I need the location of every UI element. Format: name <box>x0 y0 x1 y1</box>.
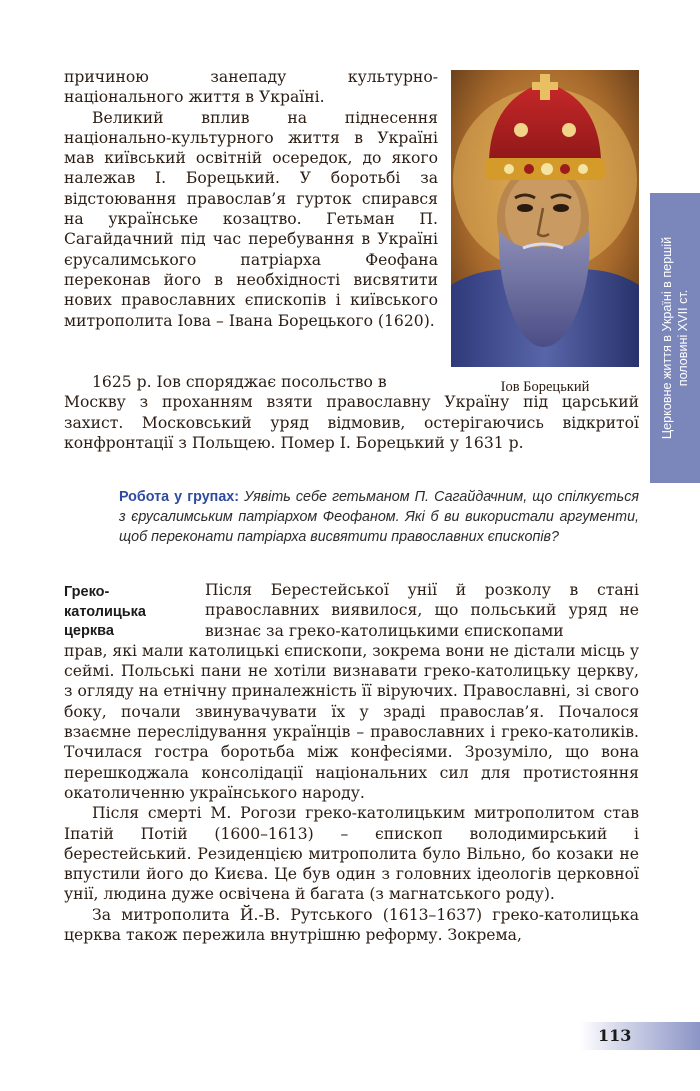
section-greek-catholic-church <box>64 580 639 945</box>
group-work-label: Робота у групах: <box>119 489 239 505</box>
side-heading-line: католицька <box>64 603 147 620</box>
chapter-tab-title <box>659 198 691 478</box>
chapter-tab-line: половині XVII ст. <box>676 289 690 387</box>
paragraph-kyiv-center: Великий вплив на піднесення національно-культурного життя в Україні мав київський освітній осередок, до якого належав І. Борецький. У боротьбі за відстоювання православ’я гурток спирався на українське козацтво. Гетьман П. Сагайдачний під час перебування в Україні єрусалимського патріарха Феофана переконав його в необхідності висвятити нових православних єпископів і київського митрополита Іова – Івана Борецького (1620). <box>64 108 438 330</box>
group-work-assignment <box>119 487 639 547</box>
chapter-tab-line: Церковне життя в Україні в першій <box>660 236 674 440</box>
top-text-block <box>64 67 438 331</box>
paragraph-after-union-rest: прав, які мали католицькі єпископи, зокрема вони не дістали місць у сеймі. Польські пани не хотіли визнавати греко-католицьку церкву, з огляду на етнічну приналежність її віруючих. Православні, зі свого боку, почали звинувачувати їх у зраді православ’я. Почалося взаємне переслідування українців – православних і греко-католиків. Точилася гостра боротьба між конфесіями. Зрозуміло, що вона перешкоджала консолідації національних сил для протистояння окатоличенню українського народу. <box>64 641 639 802</box>
paragraph-intro-tail: причиною занепаду культурно-національного життя в Україні. <box>64 68 438 107</box>
side-heading-line: Греко- <box>64 584 110 600</box>
portrait-of-iov-boretsky <box>451 70 639 367</box>
group-work-text: Уявіть себе гетьманом П. Сагайдачним, що спілкується з єрусалимським патріархом Феофаном. Які б ви використали аргументи, щоб переконати патріарха висвятити православних єпископів? <box>119 489 639 545</box>
paragraph-embassy-rest: Москву з проханням взяти православну Україну під царський захист. Московський уряд відмовив, остерігаючись відкритої конфронтації з Польщею. Помер І. Борецький у 1631 р. <box>64 393 639 452</box>
paragraph-embassy <box>64 372 639 453</box>
paragraph-after-union-narrow: Після Берестейської унії й розколу в стані православних виявилося, що польський уряд не визнає за греко-католицькими єпископами <box>205 581 639 640</box>
paragraph-potiy: Після смерті М. Рогози греко-католицьким митрополитом став Іпатій Потій (1600–1613) – єпископ володимирський і берестейський. Резиденцією митрополита було Вільно, бо козаки не впустили його до Києва. Це був один з головних ідеологів церковної унії, людина дуже освічена й багата (з магнатського роду). <box>64 804 639 904</box>
page-number: 113 <box>598 1026 632 1045</box>
side-heading-line: церква <box>64 623 114 639</box>
portrait-caption: Іов Борецький <box>500 379 590 395</box>
paragraph-rutsky: За митрополита Й.-В. Рутського (1613–1637) греко-католицька церква також пережила внутрішню реформу. Зокрема, <box>64 905 639 945</box>
paragraph-embassy-first-line: 1625 р. Іов споряджає посольство в <box>92 373 387 391</box>
chapter-tab <box>650 193 700 483</box>
